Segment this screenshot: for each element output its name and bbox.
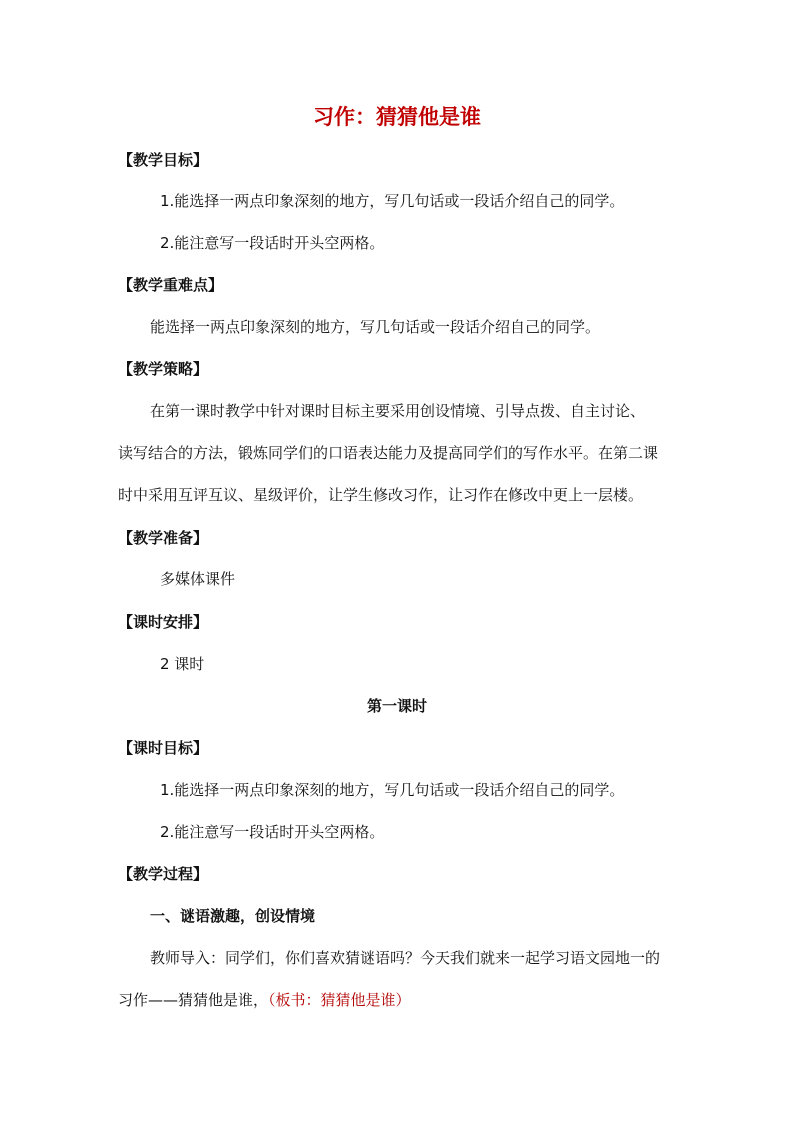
strategy-line-2: 读写结合的方法，锻炼同学们的口语表达能力及提高同学们的写作水平。在第二课: [118, 444, 659, 462]
section-heading-process: 【教学过程】: [118, 865, 209, 883]
section-heading-strategy: 【教学策略】: [118, 360, 209, 378]
objective-item-2: 2.能注意写一段话时开头空两格。: [160, 234, 385, 252]
board-note: （板书：猜猜他是谁）: [268, 991, 411, 1009]
section-heading-lesson-objectives: 【课时目标】: [118, 739, 209, 757]
strategy-line-1: 在第一课时教学中针对课时目标主要采用创设情境、引导点拨、自主讨论、: [150, 402, 646, 420]
section-heading-key-points: 【教学重难点】: [118, 276, 224, 294]
lesson-1-title: 第一课时: [366, 697, 427, 715]
lesson-objective-item-1: 1.能选择一两点印象深刻的地方，写几句话或一段话介绍自己的同学。: [160, 781, 625, 799]
section-heading-schedule: 【课时安排】: [118, 613, 209, 631]
schedule-text: 2 课时: [160, 655, 205, 673]
preparation-text: 多媒体课件: [160, 570, 236, 588]
objective-item-1: 1.能选择一两点印象深刻的地方，写几句话或一段话介绍自己的同学。: [160, 192, 625, 210]
strategy-line-3: 时中采用互评互议、星级评价，让学生修改习作，让习作在修改中更上一层楼。: [118, 486, 644, 504]
section-heading-preparation: 【教学准备】: [118, 529, 209, 547]
document-title: 习作：猜猜他是谁: [313, 105, 481, 129]
intro-line-2: [118, 989, 411, 1011]
key-points-text: 能选择一两点印象深刻的地方，写几句话或一段话介绍自己的同学。: [150, 318, 601, 336]
intro-line-2-text: 习作——猜猜他是谁，: [118, 991, 269, 1009]
lesson-objective-item-2: 2.能注意写一段话时开头空两格。: [160, 823, 385, 841]
intro-line-1: 教师导入：同学们，你们喜欢猜谜语吗？今天我们就来一起学习语文园地一的: [150, 949, 661, 967]
process-step-1-heading: 一、谜语激趣，创设情境: [150, 907, 316, 925]
section-heading-objectives: 【教学目标】: [118, 151, 209, 169]
